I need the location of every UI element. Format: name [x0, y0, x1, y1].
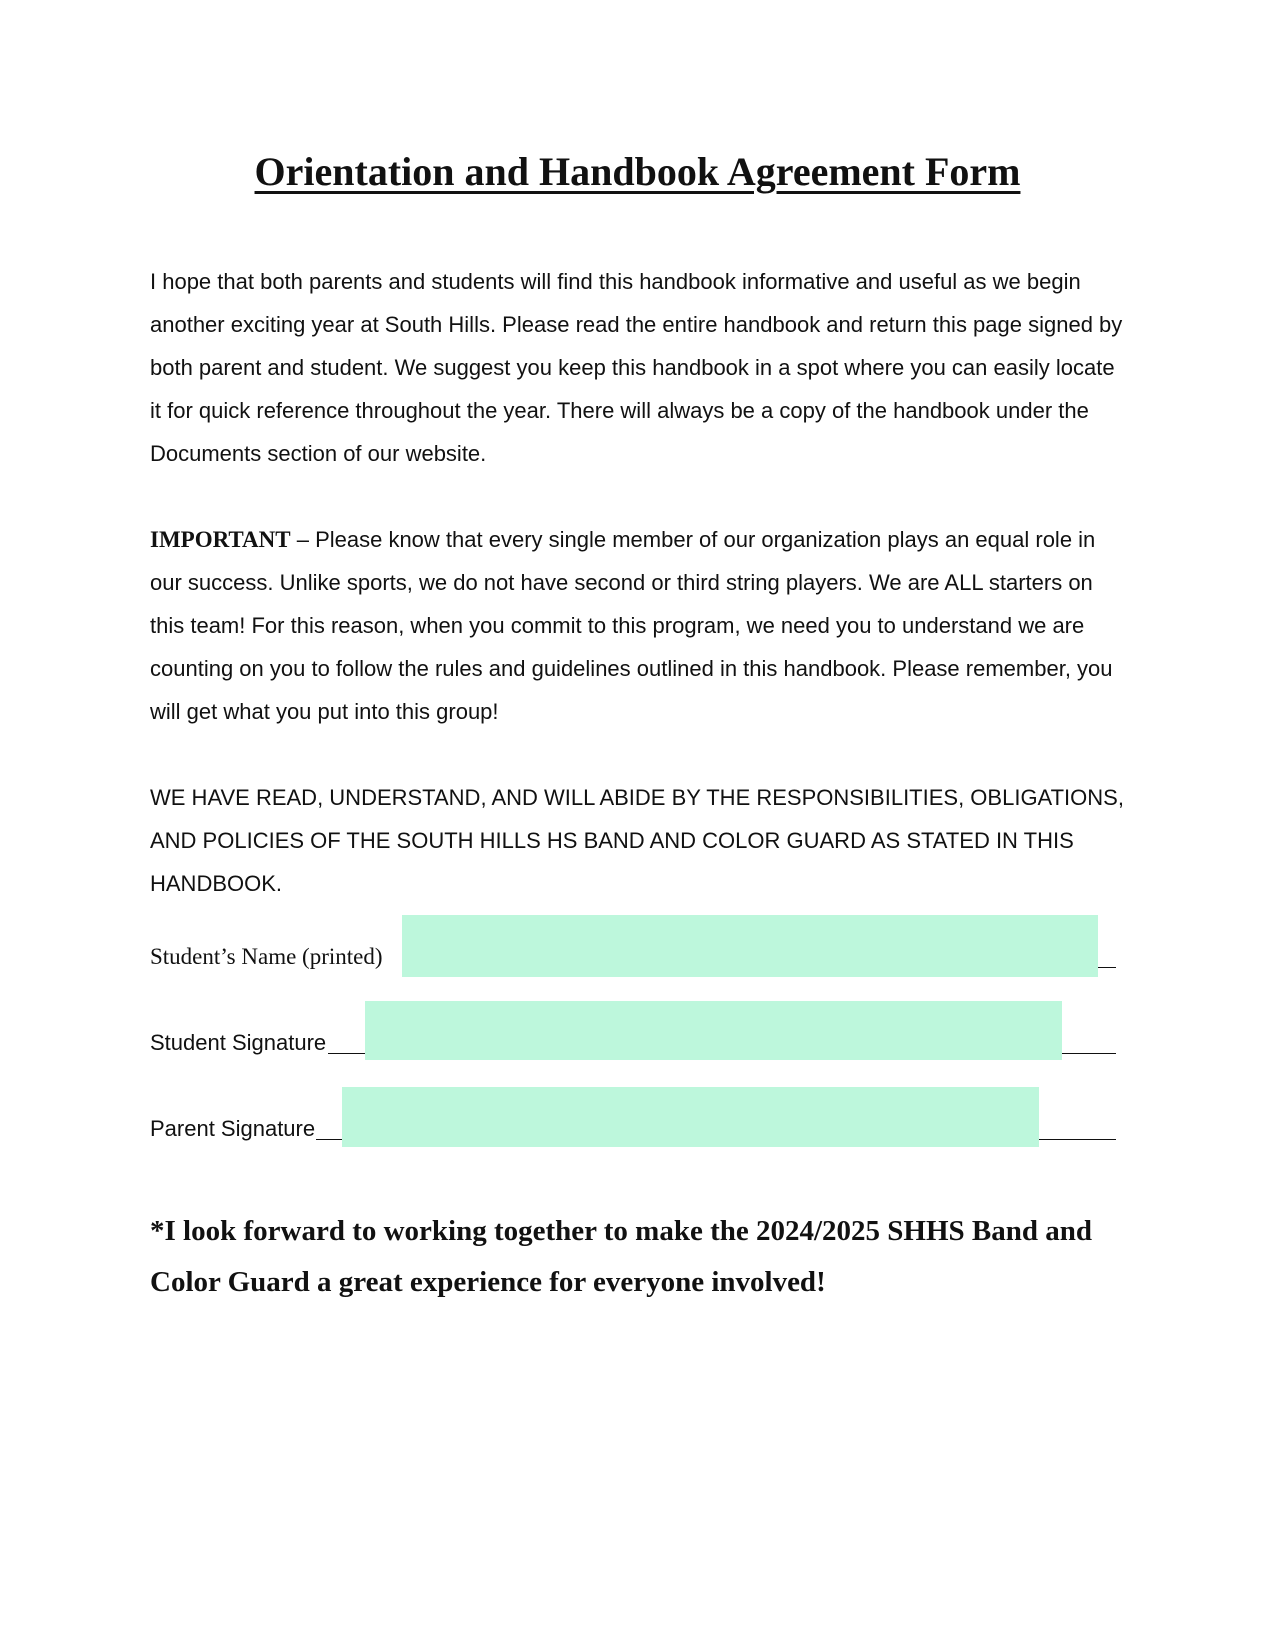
page-title: Orientation and Handbook Agreement Form	[254, 149, 1021, 194]
student-signature-field[interactable]	[365, 1001, 1062, 1060]
student-name-field[interactable]	[402, 915, 1098, 977]
important-paragraph	[150, 518, 1130, 733]
student-signature-label: Student Signature	[150, 1030, 327, 1055]
important-text: – Please know that every single member of our organization plays an equal role in our success. Unlike sports, we do not have second or third string players. We are ALL starters on this team! For this reason, when you commit to this program, we need you to understand we are counting on you to follow the rules and guidelines outlined in this handbook. Please remember, you will get what you put into this group!	[150, 527, 1113, 724]
parent-signature-label: Parent Signature	[150, 1116, 316, 1141]
closing-statement: *I look forward to working together to make the 2024/2025 SHHS Band and Color Guard a great experience for everyone involved!	[150, 1215, 1093, 1298]
agreement-statement: WE HAVE READ, UNDERSTAND, AND WILL ABIDE BY THE RESPONSIBILITIES, OBLIGATIONS, AND POLICIES OF THE SOUTH HILLS HS BAND AND COLOR GUARD AS STATED IN THIS HANDBOOK.	[150, 785, 1124, 896]
parent-signature-field[interactable]	[342, 1087, 1039, 1147]
student-name-label: Student’s Name (printed)	[150, 944, 383, 969]
important-label: IMPORTANT	[150, 527, 291, 552]
intro-paragraph: I hope that both parents and students will find this handbook informative and useful as we begin another exciting year at South Hills. Please read the entire handbook and return this page signed by both parent and student. We suggest you keep this handbook in a spot where you can easily locate it for quick reference throughout the year. There will always be a copy of the handbook under the Documents section of our website.	[150, 269, 1123, 466]
